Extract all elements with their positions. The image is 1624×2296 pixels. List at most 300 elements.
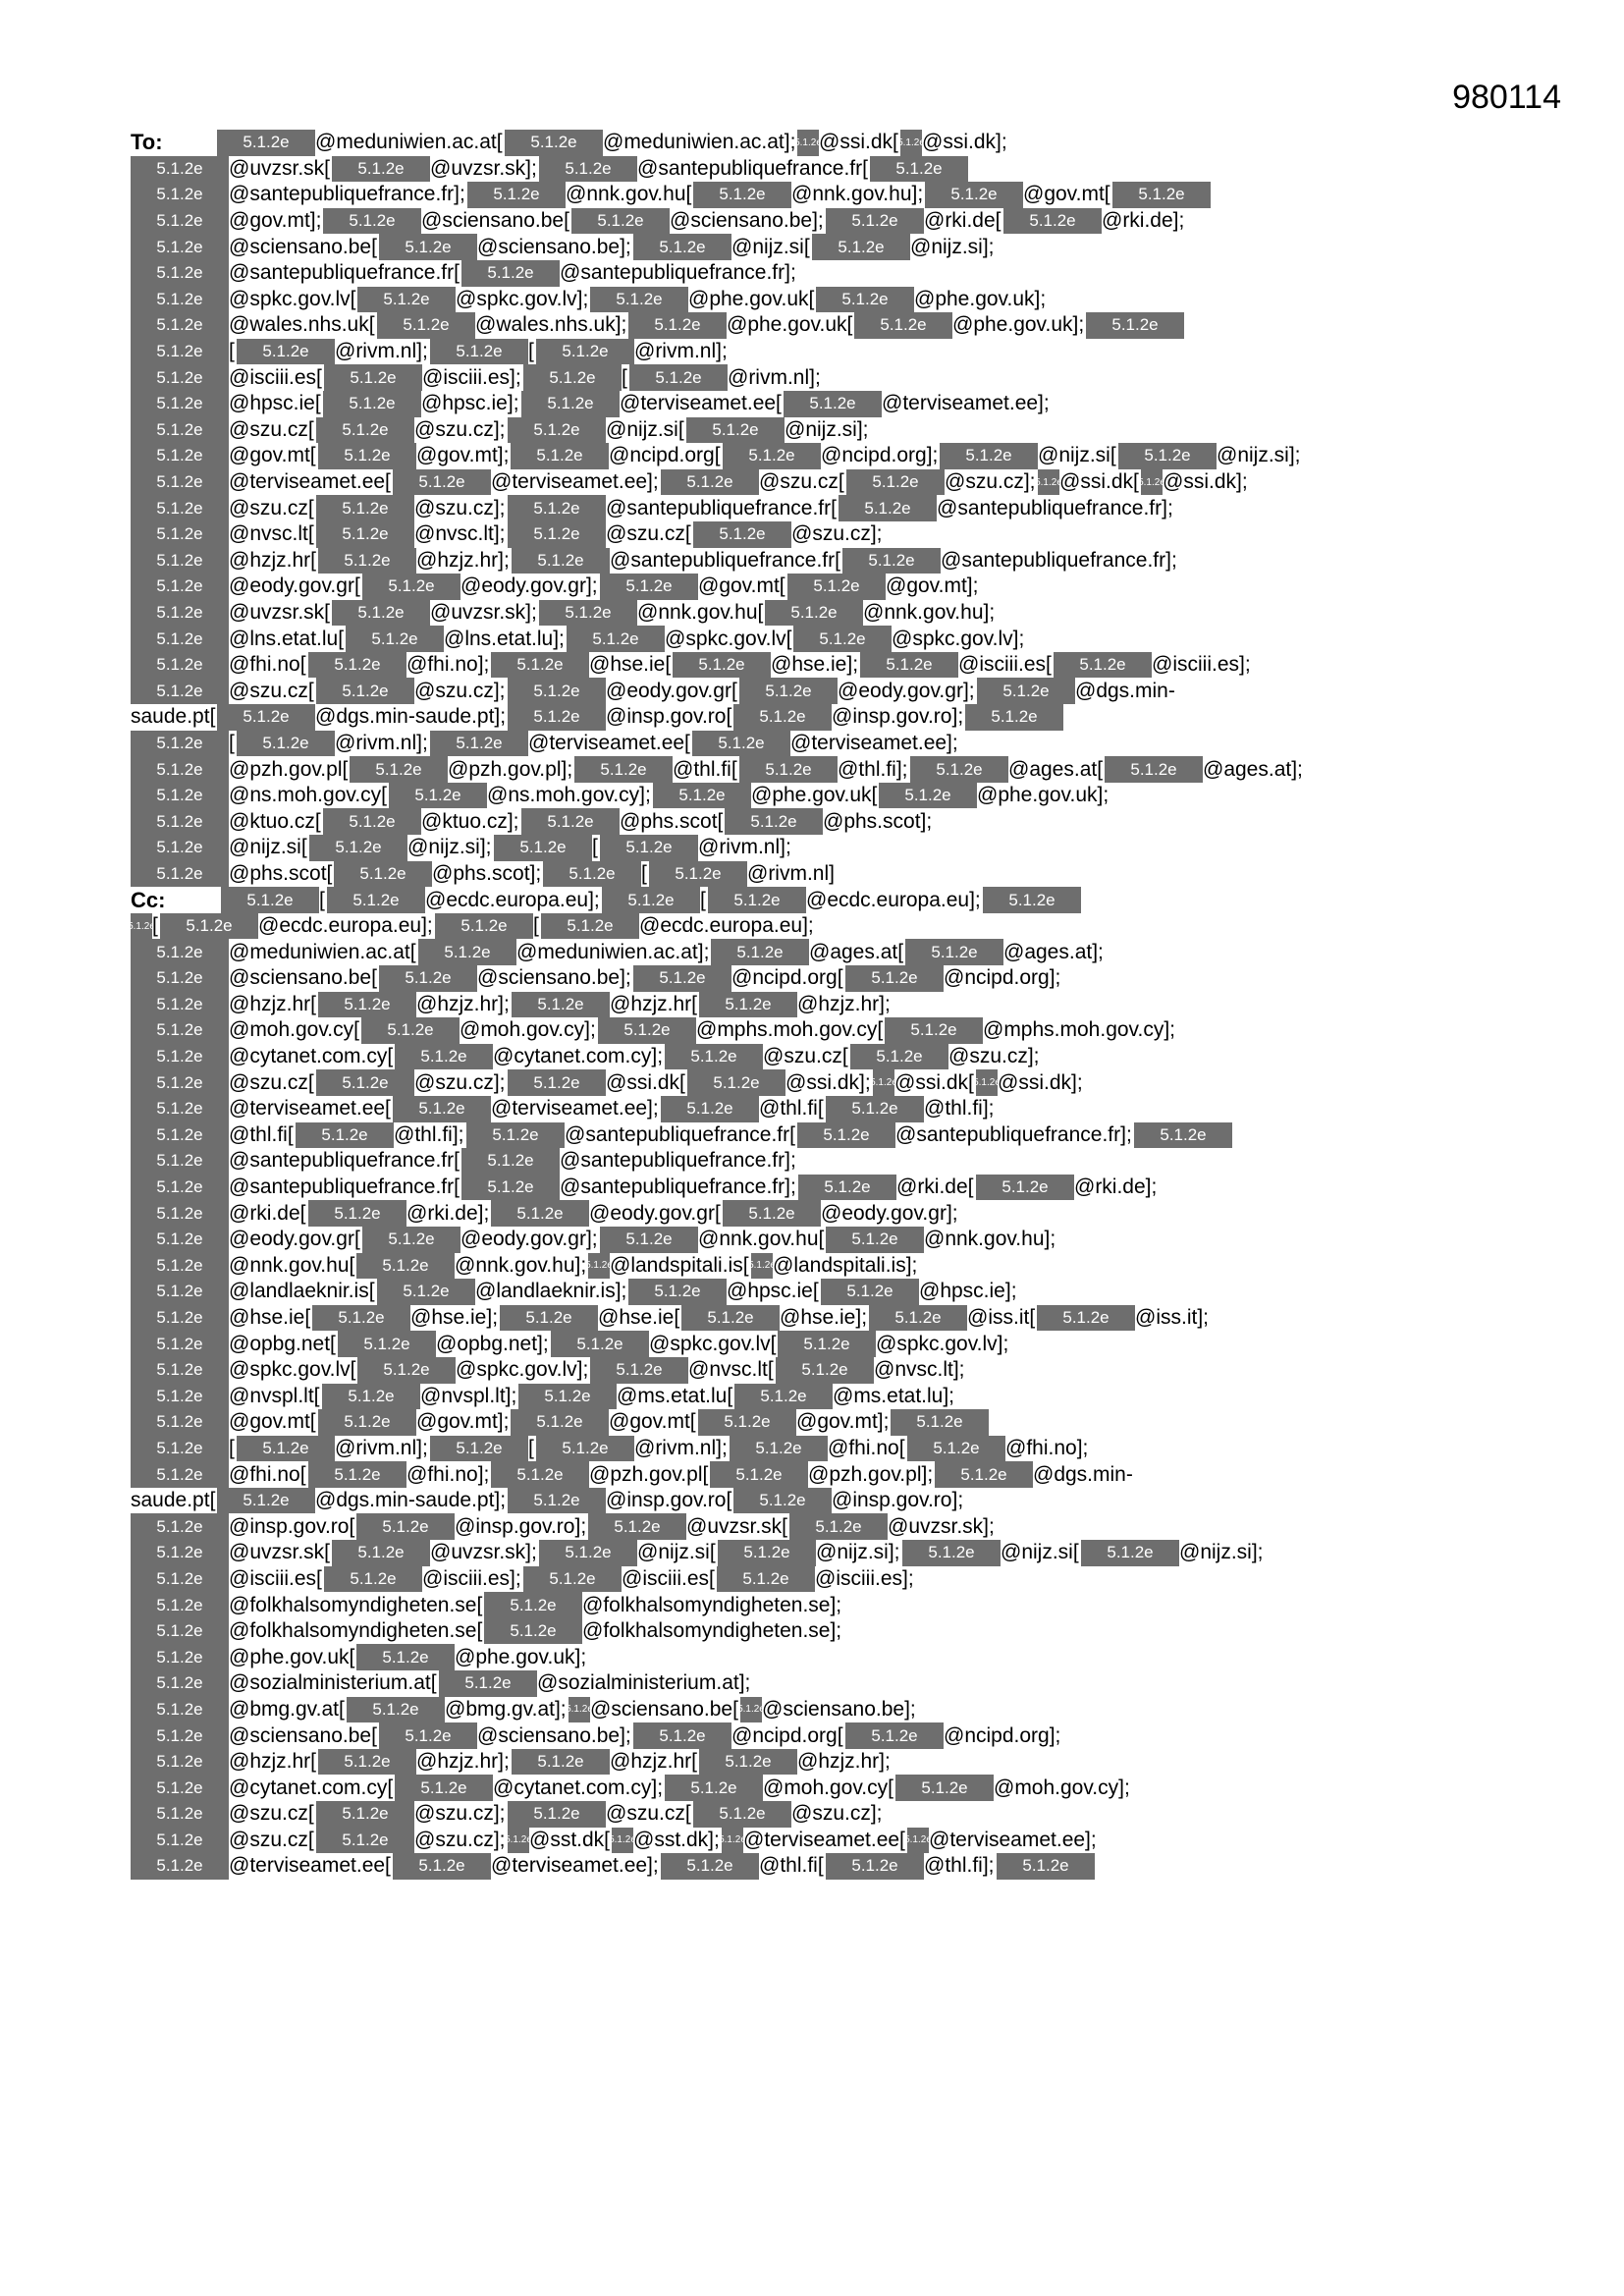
email-fragment: @phs.scot]; (432, 861, 542, 885)
email-fragment: @szu.cz]; (414, 1070, 506, 1094)
redaction-box: 5.1.2e (600, 574, 698, 600)
email-fragment: @meduniwien.ac.at]; (603, 131, 796, 154)
email-fragment: @sciensano.be]; (477, 1723, 631, 1747)
email-fragment: @ncipd.org[ (609, 444, 721, 467)
email-fragment: @uvzsr.sk]; (430, 1541, 537, 1564)
email-fragment: @phe.gov.uk[ (727, 313, 853, 337)
email-fragment: @nvspl.lt]; (420, 1384, 517, 1407)
email-fragment: @ncipd.org]; (821, 444, 939, 467)
email-fragment: @rki.de[ (924, 209, 1001, 233)
redaction-box: 5.1.2e (602, 887, 700, 913)
redaction-box: 5.1.2e (389, 783, 487, 809)
email-fragment: @ssi.dk[ (819, 131, 898, 154)
recipient-line (131, 1253, 1515, 1280)
email-fragment: @szu.cz]; (414, 1828, 506, 1851)
redaction-box: 5.1.2e (787, 574, 886, 600)
redaction-box: 5.1.2e (395, 1775, 493, 1801)
email-fragment: @santepubliquefrance.fr]; (941, 548, 1177, 572)
email-fragment: @santepubliquefrance.fr]; (560, 1175, 796, 1199)
email-fragment: @thl.fi]; (394, 1122, 464, 1146)
redaction-box: 5.1.2e (842, 548, 941, 574)
redaction-box: 5.1.2e (316, 521, 414, 548)
redaction-box: 5.1.2e (508, 678, 606, 704)
redaction-box: 5.1.2e (131, 939, 229, 965)
email-fragment: @hse.ie]; (780, 1306, 868, 1330)
redaction-box: 5.1.2e (316, 1801, 414, 1828)
redaction-box: 5.1.2e (308, 1200, 406, 1227)
redaction-box: 5.1.2e (131, 1227, 229, 1253)
redaction-box: 5.1.2e (395, 1044, 493, 1070)
recipient-line (131, 808, 1515, 835)
redaction-box: 5.1.2e (318, 992, 416, 1018)
redaction-box: 5.1.2e (588, 1513, 686, 1540)
recipient-line (131, 234, 1515, 260)
redaction-box: 5.1.2e (131, 287, 229, 313)
redaction-box: 5.1.2e (600, 1227, 698, 1253)
redaction-box: 5.1.2e (845, 965, 944, 992)
email-fragment: @ecdc.europa.eu]; (806, 888, 981, 911)
redaction-box: 5.1.2e (846, 469, 945, 496)
email-fragment: @spkc.gov.lv[ (229, 287, 356, 310)
recipient-line (131, 1200, 1515, 1227)
recipient-line (131, 1801, 1515, 1828)
email-fragment: @terviseamet.ee[ (229, 1097, 391, 1121)
redaction-box: 5.1.2e (681, 1305, 780, 1332)
email-fragment: @moh.gov.cy[ (763, 1776, 893, 1799)
email-fragment: @landspitali.is[ (610, 1253, 749, 1277)
redaction-box: 5.1.2e (316, 678, 414, 704)
recipient-line (131, 1775, 1515, 1801)
email-fragment: @thl.fi[ (759, 1854, 824, 1878)
email-fragment: @ages.at[ (809, 940, 904, 963)
redaction-box: 5.1.2e (539, 1540, 637, 1566)
email-fragment: @pzh.gov.pl]; (808, 1462, 934, 1486)
redaction-box: 5.1.2e (316, 495, 414, 521)
redaction-box: 5.1.2e (131, 364, 229, 391)
email-fragment: @ncipd.org]; (944, 1723, 1061, 1747)
redaction-box: 5.1.2e (869, 1305, 967, 1332)
recipient-line (131, 835, 1515, 861)
redaction-box: 5.1.2e (739, 756, 838, 783)
redaction-box: 5.1.2e (131, 626, 229, 652)
email-fragment: @pzh.gov.pl[ (229, 757, 349, 781)
redaction-box: 5.1.2e (686, 417, 785, 444)
email-fragment: @pzh.gov.pl[ (589, 1462, 709, 1486)
email-fragment: @isciii.es]; (1152, 653, 1251, 677)
recipient-line (131, 1436, 1515, 1462)
redaction-box: 5.1.2e (318, 1749, 416, 1776)
redaction-box: 5.1.2e (217, 1488, 315, 1514)
redaction-box: 5.1.2e (131, 417, 229, 444)
redaction-box: 5.1.2e (131, 469, 229, 496)
redaction-box: 5.1.2e (332, 1540, 430, 1566)
redaction-box: 5.1.2e (839, 495, 937, 521)
email-fragment: @hse.ie]; (771, 653, 859, 677)
email-fragment: @fhi.no]; (406, 653, 490, 677)
redaction-box: 5.1.2e (362, 1227, 460, 1253)
redaction-box: 5.1.2e (131, 234, 229, 260)
cc-label: Cc: (131, 887, 166, 912)
email-fragment: @thl.fi[ (759, 1097, 824, 1121)
redaction-box: 5.1.2e (237, 339, 335, 365)
email-fragment: @santepubliquefrance.fr]; (229, 183, 465, 206)
email-fragment: @gov.mt]; (416, 1410, 510, 1434)
redaction-box: 5.1.2e (131, 835, 229, 861)
recipient-line (131, 939, 1515, 965)
redaction-box: 5.1.2e (789, 1513, 888, 1540)
redaction-box: 5.1.2e (983, 887, 1081, 913)
redaction-box: 5.1.2e (718, 1540, 816, 1566)
email-fragment: @hzjz.hr]; (797, 1750, 891, 1774)
redaction-box: 5.1.2e (484, 1592, 582, 1618)
redaction-box: 5.1.2e (508, 495, 606, 521)
redaction-box: 5.1.2e (131, 574, 229, 600)
email-fragment: @hzjz.hr]; (416, 992, 510, 1015)
redaction-box: 5.1.2e (131, 992, 229, 1018)
recipient-line (131, 156, 1515, 183)
email-fragment: @mphs.moh.gov.cy]; (983, 1018, 1175, 1042)
redaction-box: 5.1.2e (879, 783, 977, 809)
email-fragment: @szu.cz[ (229, 1070, 314, 1094)
redaction-box: 5.1.2e (131, 600, 229, 627)
recipient-line (131, 1017, 1515, 1044)
redaction-box: 5.1.2e (523, 1566, 622, 1593)
redaction-box: 5.1.2e (361, 1017, 460, 1044)
redaction-box: 5.1.2e (891, 1409, 989, 1436)
redaction-box: 5.1.2e (131, 1122, 229, 1149)
email-fragment: @spkc.gov.lv[ (665, 627, 792, 650)
email-fragment: saude.pt[ (131, 705, 216, 729)
email-fragment: @eody.gov.gr[ (606, 679, 737, 702)
email-fragment: @ecdc.europa.eu]; (639, 914, 814, 938)
redaction-box: 5.1.2e (131, 443, 229, 469)
email-fragment: [ (152, 914, 158, 938)
redaction-box: 5.1.2e (131, 182, 229, 208)
redaction-box: 5.1.2e (131, 1279, 229, 1305)
recipient-line (131, 600, 1515, 627)
redaction-box: 5.1.2e (1038, 469, 1059, 496)
email-fragment: @lns.etat.lu[ (229, 627, 345, 650)
recipient-line (131, 312, 1515, 339)
recipient-line (131, 1513, 1515, 1540)
email-fragment: @nijz.si]; (1179, 1541, 1264, 1564)
redaction-box: 5.1.2e (131, 808, 229, 835)
redaction-box: 5.1.2e (665, 1044, 763, 1070)
redaction-box: 5.1.2e (338, 1331, 436, 1357)
redaction-box: 5.1.2e (826, 1096, 924, 1122)
email-fragment: @nijz.si]; (816, 1541, 900, 1564)
redaction-box: 5.1.2e (512, 548, 610, 574)
redaction-box: 5.1.2e (439, 1670, 537, 1697)
redaction-box: 5.1.2e (784, 391, 882, 417)
email-fragment: [ (528, 1436, 534, 1459)
email-fragment: @mphs.moh.gov.cy[ (696, 1018, 884, 1042)
recipient-line (131, 1331, 1515, 1357)
redaction-box: 5.1.2e (708, 887, 806, 913)
redaction-box: 5.1.2e (131, 1175, 229, 1201)
redaction-box: 5.1.2e (723, 443, 821, 469)
redaction-box: 5.1.2e (131, 1044, 229, 1070)
redaction-box: 5.1.2e (551, 1331, 649, 1357)
email-fragment: @santepubliquefrance.fr]; (895, 1122, 1132, 1146)
email-fragment: @sciensano.be[ (229, 966, 377, 990)
email-fragment: @rivm.nl]; (728, 365, 821, 389)
email-fragment: @szu.cz[ (229, 417, 314, 441)
redaction-box: 5.1.2e (977, 678, 1075, 704)
redaction-box: 5.1.2e (131, 1592, 229, 1618)
email-fragment: @uvzsr.sk]; (888, 1514, 995, 1538)
email-fragment: @szu.cz[ (229, 679, 314, 702)
redaction-box: 5.1.2e (1086, 312, 1184, 339)
recipient-line (131, 495, 1515, 521)
redaction-box: 5.1.2e (308, 652, 406, 679)
email-fragment: @rki.de]; (1074, 1175, 1158, 1199)
redaction-box: 5.1.2e (797, 130, 819, 156)
email-fragment: @meduniwien.ac.at]; (516, 940, 710, 963)
email-fragment: @phs.scot[ (229, 861, 333, 885)
email-fragment: @folkhalsomyndigheten.se[ (229, 1619, 483, 1643)
recipient-line (131, 1305, 1515, 1332)
recipient-line (131, 652, 1515, 679)
email-fragment: @hzjz.hr[ (229, 548, 317, 572)
redaction-box: 5.1.2e (131, 1305, 229, 1332)
recipient-line (131, 1175, 1515, 1201)
email-fragment: @fhi.no]; (1005, 1436, 1089, 1459)
email-fragment: @szu.cz[ (229, 1828, 314, 1851)
email-fragment: @sst.dk]; (633, 1828, 720, 1851)
redaction-box: 5.1.2e (316, 1069, 414, 1096)
recipient-line (131, 861, 1515, 888)
redaction-box: 5.1.2e (308, 1461, 406, 1488)
redaction-box: 5.1.2e (296, 1122, 394, 1149)
email-fragment: @sciensano.be[ (229, 235, 377, 258)
email-fragment: @sciensano.be]; (670, 209, 824, 233)
redaction-box: 5.1.2e (508, 704, 606, 731)
email-fragment: [ (229, 340, 235, 363)
recipient-line (131, 417, 1515, 444)
email-fragment: @moh.gov.cy[ (229, 1018, 359, 1042)
email-fragment: @uvzsr.sk]; (430, 600, 537, 624)
email-fragment: [ (533, 914, 539, 938)
email-fragment: @dgs.min- (1033, 1462, 1133, 1486)
email-fragment: @sciensano.be]; (477, 966, 631, 990)
redaction-box: 5.1.2e (430, 1436, 528, 1462)
recipient-line (131, 1644, 1515, 1670)
email-fragment: @hse.ie[ (229, 1306, 311, 1330)
redaction-box: 5.1.2e (377, 312, 475, 339)
email-fragment: @moh.gov.cy]; (994, 1776, 1130, 1799)
email-fragment: [ (622, 365, 627, 389)
redaction-box: 5.1.2e (324, 1566, 422, 1593)
email-fragment: @nijz.si]; (785, 417, 869, 441)
email-fragment: @santepubliquefrance.fr[ (606, 496, 837, 519)
email-fragment: @thl.fi]; (838, 757, 908, 781)
redaction-box: 5.1.2e (521, 808, 620, 835)
email-fragment: @landlaeknir.is[ (229, 1280, 375, 1303)
redaction-box: 5.1.2e (508, 1828, 529, 1854)
recipient-line (131, 1227, 1515, 1253)
recipient-line (131, 260, 1515, 287)
redaction-box: 5.1.2e (131, 1801, 229, 1828)
redaction-box: 5.1.2e (816, 287, 914, 313)
email-fragment: @szu.cz[ (229, 496, 314, 519)
email-fragment: @hzjz.hr]; (797, 992, 891, 1015)
redaction-box: 5.1.2e (393, 1853, 491, 1880)
redaction-box: 5.1.2e (346, 626, 444, 652)
email-fragment: @ktuo.cz[ (229, 809, 321, 833)
email-fragment: @cytanet.com.cy[ (229, 1776, 394, 1799)
redaction-box: 5.1.2e (131, 1409, 229, 1436)
redaction-box: 5.1.2e (131, 731, 229, 757)
email-fragment: @wales.nhs.uk]; (475, 313, 627, 337)
email-fragment: @eody.gov.gr]; (460, 1228, 598, 1251)
recipient-line (131, 1384, 1515, 1410)
email-fragment: @szu.cz[ (606, 1802, 691, 1826)
redaction-box: 5.1.2e (870, 156, 968, 183)
redaction-box: 5.1.2e (821, 1279, 919, 1305)
recipient-line (131, 1749, 1515, 1776)
redaction-box: 5.1.2e (318, 443, 416, 469)
redaction-box: 5.1.2e (131, 1566, 229, 1593)
email-fragment: @gov.mt[ (698, 574, 785, 598)
email-fragment: @opbg.net[ (229, 1332, 336, 1355)
email-fragment: @hzjz.hr]; (416, 1750, 510, 1774)
email-fragment: @hzjz.hr[ (229, 992, 317, 1015)
email-fragment: @thl.fi[ (229, 1122, 294, 1146)
redaction-box: 5.1.2e (327, 887, 425, 913)
email-fragment: @rivm.nl]; (634, 1436, 728, 1459)
redaction-box: 5.1.2e (895, 1775, 994, 1801)
email-fragment: @rki.de]; (1102, 209, 1185, 233)
redaction-box: 5.1.2e (508, 417, 606, 444)
redaction-box: 5.1.2e (221, 887, 319, 913)
redaction-box: 5.1.2e (710, 1461, 808, 1488)
email-fragment: @iss.it]; (1135, 1306, 1209, 1330)
recipient-line (128, 913, 1515, 940)
email-fragment: @phe.gov.uk[ (751, 784, 878, 807)
email-fragment: @santepubliquefrance.fr[ (637, 156, 868, 180)
email-fragment: [ (528, 340, 534, 363)
email-fragment: @thl.fi[ (673, 757, 737, 781)
email-fragment: @sciensano.be[ (229, 1723, 377, 1747)
email-fragment: @dgs.min-saude.pt]; (315, 1489, 507, 1512)
redaction-box: 5.1.2e (131, 312, 229, 339)
redaction-box: 5.1.2e (309, 835, 407, 861)
redaction-box: 5.1.2e (131, 1200, 229, 1227)
email-fragment: @sozialministerium.at[ (229, 1671, 437, 1695)
email-fragment: @nijz.si[ (1001, 1541, 1079, 1564)
email-fragment: @isciii.es[ (622, 1566, 715, 1590)
redaction-box: 5.1.2e (661, 469, 759, 496)
email-fragment: @dgs.min- (1075, 679, 1175, 702)
redaction-box: 5.1.2e (160, 913, 258, 940)
redaction-box: 5.1.2e (131, 521, 229, 548)
email-fragment: @phe.gov.uk]; (977, 784, 1110, 807)
redaction-box: 5.1.2e (377, 1279, 475, 1305)
email-fragment: @sst.dk[ (529, 1828, 611, 1851)
email-fragment: @nijz.si[ (637, 1541, 716, 1564)
email-fragment: [ (229, 1436, 235, 1459)
email-fragment: @rki.de[ (896, 1175, 974, 1199)
redaction-box: 5.1.2e (536, 339, 634, 365)
recipient-line (131, 574, 1515, 600)
email-fragment: @nvsc.lt[ (688, 1358, 774, 1382)
redaction-box: 5.1.2e (508, 521, 606, 548)
redaction-box: 5.1.2e (1141, 469, 1163, 496)
email-fragment: @phe.gov.uk]; (952, 313, 1085, 337)
email-fragment: @insp.gov.ro]; (455, 1514, 587, 1538)
email-fragment: @ssi.dk]; (922, 131, 1007, 154)
redaction-box: 5.1.2e (512, 992, 610, 1018)
redaction-box: 5.1.2e (699, 992, 797, 1018)
redaction-box: 5.1.2e (131, 1618, 229, 1645)
redaction-box: 5.1.2e (905, 939, 1003, 965)
redaction-box: 5.1.2e (797, 1122, 895, 1149)
email-fragment: @szu.cz]; (414, 496, 506, 519)
redaction-box: 5.1.2e (940, 443, 1038, 469)
redaction-box: 5.1.2e (1003, 208, 1102, 235)
email-fragment: @sciensano.be[ (421, 209, 569, 233)
email-fragment: @hpsc.ie]; (421, 392, 519, 415)
redaction-box: 5.1.2e (860, 652, 958, 679)
redaction-box: 5.1.2e (494, 835, 592, 861)
redaction-box: 5.1.2e (539, 600, 637, 627)
recipient-line (131, 1828, 1515, 1854)
redaction-box: 5.1.2e (491, 652, 589, 679)
redaction-box: 5.1.2e (322, 1384, 420, 1410)
email-fragment: @szu.cz]; (945, 470, 1036, 494)
redaction-box: 5.1.2e (751, 1253, 773, 1280)
redaction-box: 5.1.2e (508, 1801, 606, 1828)
redaction-box: 5.1.2e (131, 1357, 229, 1384)
email-fragment: @insp.gov.ro]; (832, 705, 964, 729)
email-fragment: @terviseamet.ee]; (882, 392, 1050, 415)
recipient-line (131, 521, 1515, 548)
redaction-box: 5.1.2e (739, 678, 838, 704)
email-fragment: @nijz.si[ (731, 235, 810, 258)
redaction-box: 5.1.2e (717, 1566, 815, 1593)
email-fragment: @nnk.gov.hu]; (924, 1228, 1056, 1251)
email-fragment: @gov.mt[ (609, 1410, 696, 1434)
redaction-box: 5.1.2e (793, 626, 892, 652)
redaction-box: 5.1.2e (633, 965, 731, 992)
redaction-box: 5.1.2e (778, 1331, 876, 1357)
redaction-box: 5.1.2e (633, 1722, 731, 1749)
redaction-box: 5.1.2e (484, 1618, 582, 1645)
recipient-line (131, 208, 1515, 235)
redaction-box: 5.1.2e (1112, 182, 1211, 208)
redaction-box: 5.1.2e (217, 130, 315, 156)
redaction-box: 5.1.2e (131, 678, 229, 704)
redaction-box: 5.1.2e (854, 312, 952, 339)
email-fragment: @phe.gov.uk[ (688, 287, 815, 310)
redaction-box: 5.1.2e (393, 1096, 491, 1122)
redaction-box: 5.1.2e (323, 808, 421, 835)
recipient-line (131, 391, 1515, 417)
redaction-box: 5.1.2e (316, 1828, 414, 1854)
redaction-box: 5.1.2e (798, 1175, 896, 1201)
redaction-box: 5.1.2e (332, 156, 430, 183)
redaction-box: 5.1.2e (131, 1069, 229, 1096)
redaction-box: 5.1.2e (845, 1722, 944, 1749)
recipient-line (131, 626, 1515, 652)
redaction-box: 5.1.2e (491, 1461, 589, 1488)
redaction-box: 5.1.2e (334, 861, 432, 888)
email-fragment: @hse.ie]; (410, 1306, 499, 1330)
email-fragment: @ns.moh.gov.cy]; (487, 784, 651, 807)
redaction-box: 5.1.2e (699, 1749, 797, 1776)
redaction-box: 5.1.2e (131, 1331, 229, 1357)
